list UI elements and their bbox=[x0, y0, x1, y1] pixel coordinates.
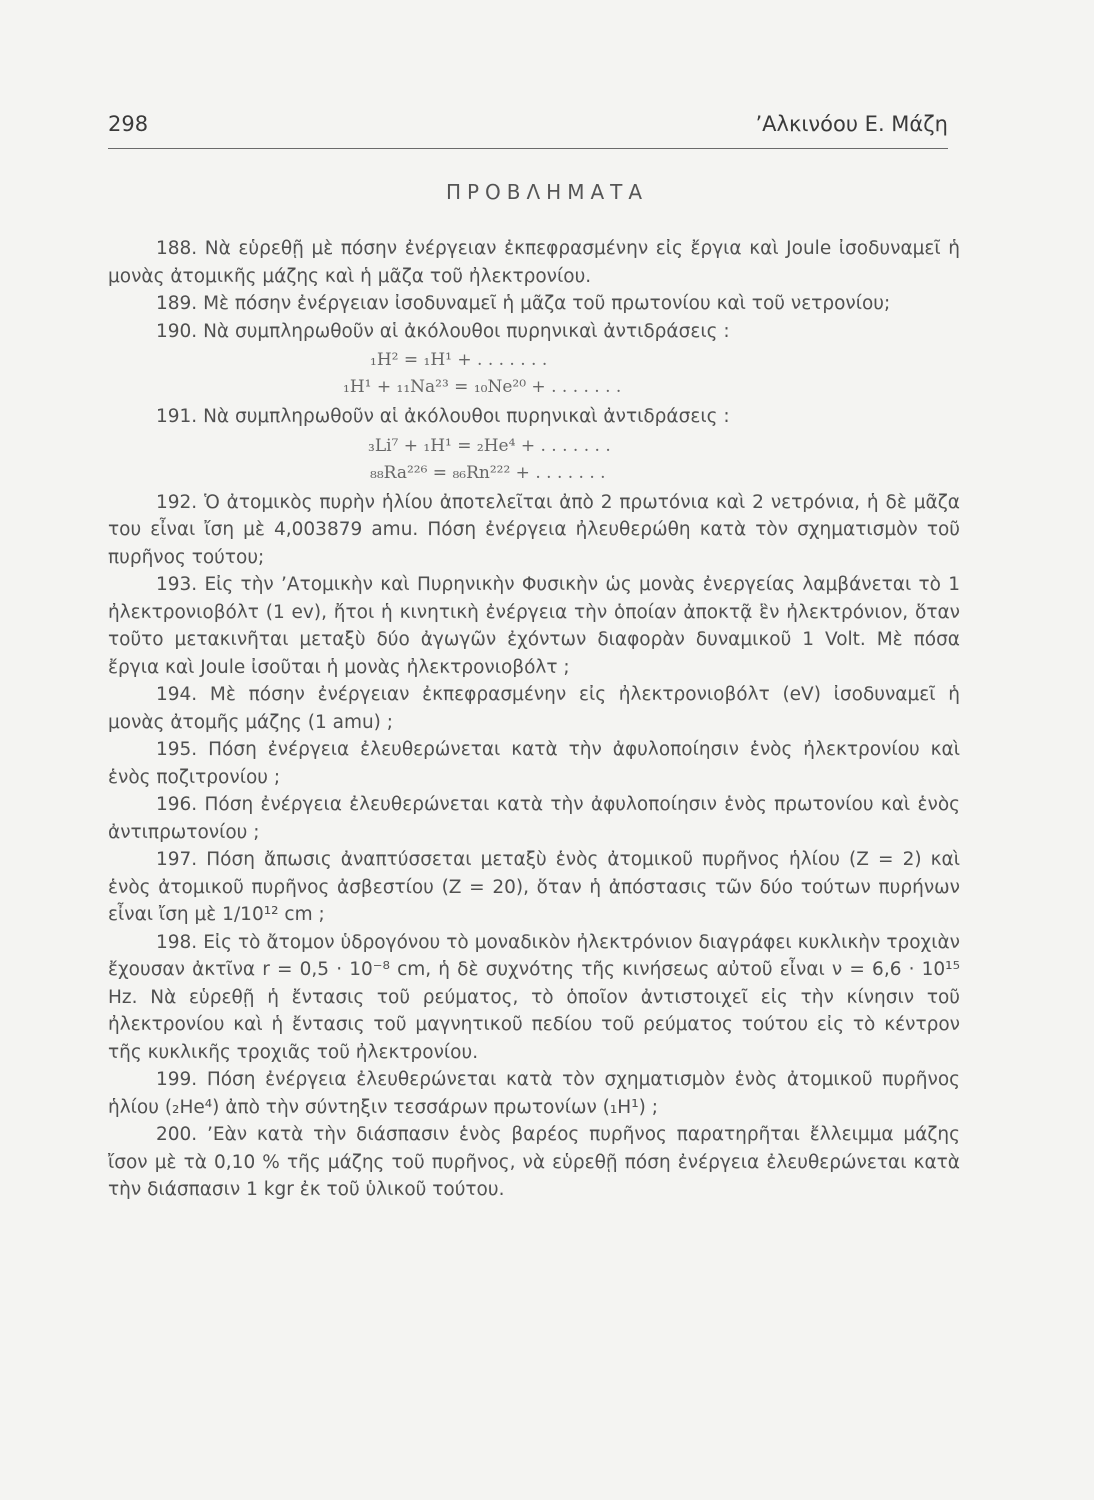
problem-189: 189. Μὲ πόσην ἐνέργειαν ἰσοδυναμεῖ ἡ μᾶζα τοῦ πρωτονίου καὶ τοῦ νετρονίου; bbox=[156, 293, 891, 314]
equation-191-a: ₃Li⁷ + ₁H¹ = ₂He⁴ + . . . . . . . bbox=[368, 435, 611, 456]
page-number: 298 bbox=[108, 112, 149, 136]
equation-191-b: ₈₈Ra²²⁶ = ₈₆Rn²²² + . . . . . . . bbox=[370, 462, 606, 483]
problem-193: 193. Εἰς τὴν ’Ατομικὴν καὶ Πυρηνικὴν Φυσικὴν ὡς μονὰς ἐνεργείας λαμβάνεται τὸ 1 ἠλεκτρονιοβόλτ (1 ev), ἤτοι ἡ κινητικὴ ἐνέργεια τὴν ὁποίαν ἀποκτᾷ ἓν ἠλεκτρόνιον, ὅταν τοῦτο μετακινῆται μεταξὺ δύο ἀγωγῶν ἐχόντων διαφορὰν δυναμικοῦ 1 Volt. Μὲ πόσα ἔργια καὶ Joule ἰσοῦται ἡ μονὰς ἠλεκτρονιοβόλτ ; bbox=[108, 574, 960, 678]
equation-190-a: ₁H² = ₁H¹ + . . . . . . . bbox=[370, 350, 548, 370]
section-title: ΠΡΟΒΛΗΜΑΤΑ bbox=[445, 180, 649, 204]
problem-190: 190. Νὰ συμπληρωθοῦν αἱ ἀκόλουθοι πυρηνικαὶ ἀντιδράσεις : bbox=[156, 320, 730, 342]
running-title: ’Αλκινόου Ε. Μάζη bbox=[755, 112, 948, 136]
equations-190 bbox=[108, 347, 960, 401]
problems-body bbox=[108, 235, 960, 1204]
problem-188: 188. Νὰ εὑρεθῇ μὲ πόσην ἐνέργειαν ἐκπεφρασμένην εἰς ἔργια καὶ Joule ἰσοδυναμεῖ ἡ μονὰς ἀτομικῆς μάζης καὶ ἡ μᾶζα τοῦ ἠλεκτρονίου. bbox=[108, 238, 960, 287]
page-header bbox=[108, 112, 948, 148]
problem-199: 199. Πόση ἐνέργεια ἐλευθερώνεται κατὰ τὸν σχηματισμὸν ἑνὸς ἀτομικοῦ πυρῆνος ἡλίου (₂He⁴) ἀπὸ τὴν σύντηξιν τεσσάρων πρωτονίων (₁H¹) ; bbox=[108, 1069, 960, 1118]
problem-194: 194. Μὲ πόσην ἐνέργειαν ἐκπεφρασμένην εἰς ἠλεκτρονιοβόλτ (eV) ἰσοδυναμεῖ ἡ μονὰς ἀτομῆς μάζης (1 amu) ; bbox=[108, 684, 960, 733]
problem-196: 196. Πόση ἐνέργεια ἐλευθερώνεται κατὰ τὴν ἀφυλοποίησιν ἑνὸς πρωτονίου καὶ ἑνὸς ἀντιπρωτονίου ; bbox=[108, 794, 960, 843]
problem-198: 198. Εἰς τὸ ἄτομον ὑδρογόνου τὸ μοναδικὸν ἠλεκτρόνιον διαγράφει κυκλικὴν τροχιὰν ἔχουσαν ἀκτῖνα r = 0,5 · 10⁻⁸ cm, ἡ δὲ συχνότης τῆς κινήσεως αὐτοῦ εἶναι ν = 6,6 · 10¹⁵ Hz. Νὰ εὑρεθῇ ἡ ἔντασις τοῦ ρεύματος, τὸ ὁποῖον ἀντιστοιχεῖ εἰς τὴν κίνησιν τοῦ ἠλεκτρονίου καὶ ἡ ἔντασις τοῦ μαγνητικοῦ πεδίου τοῦ ρεύματος τούτου εἰς τὸ κέντρον τῆς κυκλικῆς τροχιᾶς τοῦ ἠλεκτρονίου. bbox=[108, 931, 960, 1063]
equation-190-b: ₁H¹ + ₁₁Na²³ = ₁₀Ne²⁰ + . . . . . . . bbox=[343, 377, 622, 397]
header-rule bbox=[108, 148, 948, 149]
problem-197: 197. Πόση ἄπωσις ἀναπτύσσεται μεταξὺ ἑνὸς ἀτομικοῦ πυρῆνος ἡλίου (Z = 2) καὶ ἑνὸς ἀτομικοῦ πυρῆνος ἀσβεστίου (Z = 20), ὅταν ἡ ἀπόστασις τῶν δύο τούτων πυρήνων εἶναι ἴση μὲ 1/10¹² cm ; bbox=[108, 849, 960, 925]
equations-191 bbox=[108, 433, 960, 487]
problem-200: 200. ’Εὰν κατὰ τὴν διάσπασιν ἑνὸς βαρέος πυρῆνος παρατηρῆται ἔλλειμμα μάζης ἴσον μὲ τὰ 0,10 % τῆς μάζης τοῦ πυρῆνος, νὰ εὑρεθῇ πόση ἐνέργεια ἐλευθερώνεται κατὰ τὴν διάσπασιν 1 kgr ἐκ τοῦ ὑλικοῦ τούτου. bbox=[108, 1124, 960, 1200]
problem-195: 195. Πόση ἐνέργεια ἐλευθερώνεται κατὰ τὴν ἀφυλοποίησιν ἑνὸς ἠλεκτρονίου καὶ ἑνὸς ποζιτρονίου ; bbox=[108, 739, 960, 788]
problem-192: 192. Ὁ ἀτομικὸς πυρὴν ἡλίου ἀποτελεῖται ἀπὸ 2 πρωτόνια καὶ 2 νετρόνια, ἡ δὲ μᾶζα του εἶναι ἴση μὲ 4,003879 amu. Πόση ἐνέργεια ἠλευθερώθη κατὰ τὸν σχηματισμὸν τοῦ πυρῆνος τούτου; bbox=[108, 491, 960, 568]
problem-191: 191. Νὰ συμπληρωθοῦν αἱ ἀκόλουθοι πυρηνικαὶ ἀντιδράσεις : bbox=[156, 406, 730, 427]
